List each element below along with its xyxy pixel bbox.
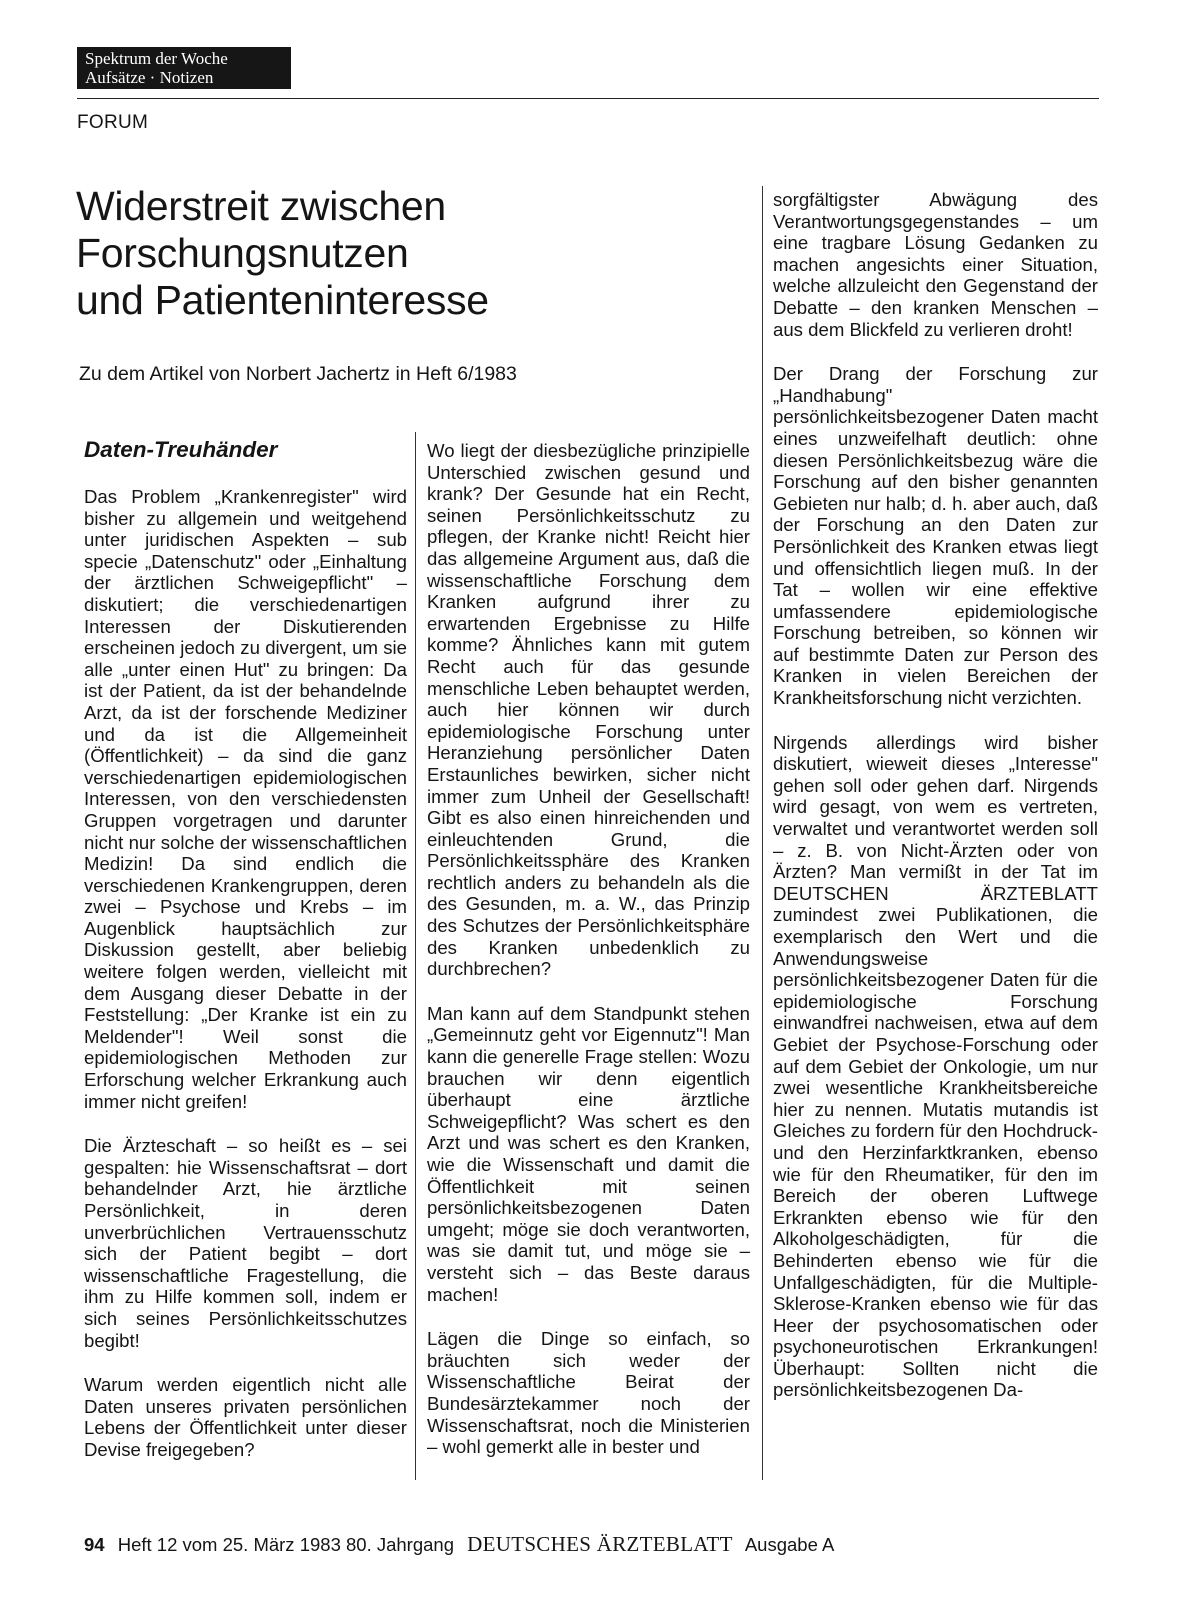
paragraph: Die Ärzteschaft – so heißt es – sei gespalten: hie Wissenschaftsrat – dort behandelnder Arzt, hie ärztliche Persönlichkeit, in deren unverbrüchlichen Vertrauensschutz sich der Patient begibt – dort wissenschaftliche Fragestellung, die ihm zu Hilfe kommen soll, indem er sich seines Persönlichkeitsschutzes begibt! <box>84 1135 407 1351</box>
category-label: FORUM <box>77 112 149 133</box>
title-line: Widerstreit zwischen <box>76 183 446 229</box>
paragraph: Wo liegt der diesbezügliche prinzipielle Unterschied zwischen gesund und krank? Der Gesunde hat ein Recht, seinen Persönlichkeitsschutz zu pflegen, der Kranke nicht! Reicht hier das allgemeine Argument aus, daß die wissenschaftliche Forschung dem Kranken aufgrund ihrer zu erwartenden Ergebnisse zu Hilfe komme? Ähnliches kann mit gutem Recht auch für das gesunde menschliche Leben behauptet werden, auch hier können wir durch epidemiologische Forschung unter Heranziehung persönlicher Daten Erstaunliches bewirken, sicher nicht immer zum Unheil der Gesellschaft! Gibt es also einen hinreichenden und einleuchtenden Grund, die Persönlichkeitssphäre des Kranken rechtlich anders zu behandeln als die des Gesunden, m. a. W., das Prinzip des Schutzes der Persönlichkeitsphäre des Kranken unbedenklich zu durchbrechen? <box>427 440 750 980</box>
journal-name: DEUTSCHES ÄRZTEBLATT <box>467 1532 733 1556</box>
paragraph: Lägen die Dinge so einfach, so bräuchten sich weder der Wissenschaftliche Beirat der Bundesärztekammer noch der Wissenschaftsrat, noch die Ministerien – wohl gemerkt alle in bester und <box>427 1328 750 1458</box>
paragraph: Der Drang der Forschung zur „Handhabung" persönlichkeitsbezogener Daten macht eines unzweifelhaft deutlich: ohne diesen Persönlichkeitsbezug wäre die Forschung auf den bisher genannten Gebieten nur halb; d. h. aber auch, daß der Forschung an den Daten zur Persönlichkeit des Kranken etwas liegt und offensichtlich liegen muß. In der Tat – wollen wir eine effektive umfassendere epidemiologische Forschung betreiben, so können wir auf bestimmte Daten zur Person des Kranken in vielen Bereichen der Krankheitsforschung nicht verzichten. <box>773 363 1098 709</box>
article-subtitle: Zu dem Artikel von Norbert Jachertz in Heft 6/1983 <box>79 363 517 385</box>
section-label-line1: Spektrum der Woche <box>85 49 228 68</box>
paragraph: Warum werden eigentlich nicht alle Daten unseres privaten persönlichen Lebens der Öffentlichkeit unter dieser Devise freigegeben? <box>84 1374 407 1460</box>
issue-info: Heft 12 vom 25. März 1983 80. Jahrgang <box>117 1534 454 1555</box>
page-footer <box>84 1532 834 1557</box>
text-column-1 <box>84 437 407 1484</box>
section-label <box>77 47 291 89</box>
section-label-line2: Aufsätze · Notizen <box>85 68 214 87</box>
title-line: und Patienteninteresse <box>76 277 489 323</box>
article-title <box>76 183 489 324</box>
column-divider <box>762 186 763 1480</box>
paragraph: Man kann auf dem Standpunkt stehen „Gemeinnutz geht vor Eigennutz"! Man kann die generelle Frage stellen: Wozu brauchen wir denn eigentlich überhaupt eine ärztliche Schweigepflicht? Was schert es den Arzt und was schert es den Kranken, wie die Wissenschaft und damit die Öffentlichkeit mit seinen persönlichkeitsbezogenen Daten umgeht; möge sie doch verantworten, was sie damit tut, und möge sie – versteht sich – das Beste daraus machen! <box>427 1002 750 1305</box>
paragraph: Das Problem „Krankenregister" wird bisher zu allgemein und weitgehend unter juridischen Aspekten – sub specie „Datenschutz" oder „Einhaltung der ärztlichen Schweigepflicht" – diskutiert; die verschiedenartigen Interessen der Diskutierenden erscheinen jedoch zu divergent, um sie alle „unter einen Hut" zu bringen: Da ist der Patient, da ist der behandelnde Arzt, da ist der forschende Mediziner und da ist die Allgemeinheit (Öffentlichkeit) – da sind die ganz verschiedenartigen epidemiologischen Interessen, von den verschiedensten Gruppen vorgetragen und darunter nicht nur solche der wissenschaftlichen Medizin! Da sind endlich die verschiedenen Krankengruppen, deren zwei – Psychose und Krebs – im Augenblick hauptsächlich zur Diskussion gestellt, aber beliebig weitere folgen werden, vielleicht mit dem Ausgang dieser Debatte in der Feststellung: „Der Kranke ist ein zu Meldender"! Weil sonst die epidemiologischen Methoden zur Erforschung welcher Erkrankung auch immer nicht greifen! <box>84 486 407 1112</box>
text-column-2 <box>427 440 750 1481</box>
column-divider <box>415 432 416 1480</box>
edition-label: Ausgabe A <box>744 1534 835 1555</box>
text-column-3 <box>773 189 1098 1424</box>
paragraph: sorgfältigster Abwägung des Verantwortungsgegenstandes – um eine tragbare Lösung Gedanken zu machen angesichts einer Situation, welche allzuleicht den Gegenstand der Debatte – den kranken Menschen – aus dem Blickfeld zu verlieren droht! <box>773 189 1098 340</box>
section-heading: Daten-Treuhänder <box>84 437 278 462</box>
page-number: 94 <box>84 1534 105 1555</box>
title-line: Forschungsnutzen <box>76 230 409 276</box>
header-rule <box>77 98 1099 99</box>
paragraph: Nirgends allerdings wird bisher diskutiert, wieweit dieses „Interesse" gehen soll oder gehen darf. Nirgends wird gesagt, von wem es vertreten, verwaltet und verantwortet werden soll – z. B. von Nicht-Ärzten oder von Ärzten? Man vermißt in der Tat im DEUTSCHEN ÄRZTEBLATT zumindest zwei Publikationen, die exemplarisch den Wert und die Anwendungsweise persönlichkeitsbezogener Daten für die epidemiologische Forschung einwandfrei nachweisen, etwa auf dem Gebiet der Psychose-Forschung oder auf dem Gebiet der Onkologie, um nur zwei wesentliche Krankheitsbereiche hier zu nennen. Mutatis mutandis ist Gleiches zu fordern für den Hochdruck- und den Herzinfarktkranken, ebenso wie für den Rheumatiker, für den im Bereich der oberen Luftwege Erkrankten ebenso wie für den Alkoholgeschädigten, für die Behinderten ebenso wie für die Unfallgeschädigten, für die Multiple-Sklerose-Kranken ebenso wie für das Heer der psychosomatischen oder psychoneurotischen Erkrankungen! Überhaupt: Sollten nicht die persönlichkeitsbezogenen Da- <box>773 731 1098 1401</box>
